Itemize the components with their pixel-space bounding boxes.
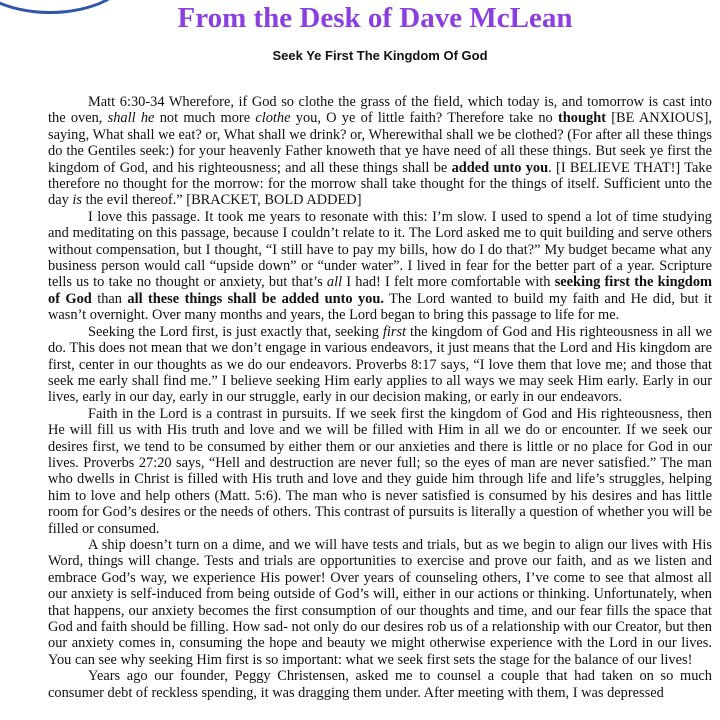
article-paragraph	[48, 668, 712, 701]
article-body	[48, 94, 712, 701]
page-title: From the Desk of Dave McLean	[177, 2, 573, 34]
article-subtitle: Seek Ye First The Kingdom Of God	[272, 48, 488, 63]
italic-text: shall he	[107, 110, 155, 127]
text-run: Years ago our founder, Peggy Christensen, asked me to counsel a couple that had taken on so much consumer debt of reckless spending, it was dragging them under. After meeting with them, I was depressed	[48, 668, 712, 701]
bold-text: seeking first the kingdom of God	[48, 274, 712, 307]
bold-text: added unto you	[451, 159, 549, 176]
text-run: Seeking the Lord first, is just exactly that, seeking	[88, 323, 383, 340]
bold-text: thought	[558, 110, 606, 127]
text-run: The Lord wanted to build my faith and He did, but it wasn’t overnight. Over many months and years, the Lord began to bring this passage to life for me.	[48, 290, 712, 324]
text-run: the evil thereof.” [BRACKET, BOLD ADDED]	[82, 192, 362, 209]
italic-text: first	[382, 323, 407, 340]
text-run: I had! I felt more comfortable with	[342, 274, 555, 291]
article-paragraph	[48, 209, 712, 324]
article-paragraph	[48, 406, 712, 537]
text-run: Matt 6:30-34 Wherefore, if God so clothe the grass of the field, which today is, and tomorrow is cast into the oven,	[48, 94, 712, 127]
text-run: . [I BELIEVE THAT!] Take therefore no thought for the morrow: for the morrow shall take thought for the things of itself. Sufficient unto the day	[48, 159, 713, 209]
article-paragraph	[48, 537, 712, 668]
text-run: [BE ANXIOUS], saying, What shall we eat? or, What shall we drink? or, Wherewithal shall we be clothed? (For after all these things do the Gentiles seek:) for your heavenly Father knoweth that ye have need of all these things. But seek ye first the kingdom of God, and his righteousness; and all these things shall be	[48, 110, 713, 176]
text-run: you, O ye of little faith? Therefore take no	[290, 110, 558, 127]
italic-text: all	[326, 274, 343, 291]
text-run: I love this passage. It took me years to resonate with this: I’m slow. I used to spend a lot of time studying and meditating on this passage, because I couldn’t relate to it. The Lord asked me to quit building and serve others without compensation, but I thought, “I still have to pay my bills, how do I do that?” My budget became what any business person would call “upside down” or “under water”. I lived in fear for the better part of a year. Scripture tells us to take no thought or anxiety, but that’s	[48, 208, 712, 291]
italic-text: clothe	[255, 110, 291, 127]
text-run: the kingdom of God and His righteousness in all we do. This does not mean that we don’t engage in various endeavors, it just means that the Lord and His kingdom are first, center in our thoughts as we do our endeavors. Proverbs 8:17 says, “I love them that love me; and those that seek me early shall find me.” I believe seeking Him early applies to all ways we may seek Him early. Early in our lives, early in our day, early in our struggle, early in our decision making, or early in our endeavors.	[48, 323, 712, 406]
text-run: A ship doesn’t turn on a dime, and we will have tests and trials, but as we begin to align our lives with His Word, things will change. Tests and trials are opportunities to exercise and prove our faith, and as we listen and embrace God’s way, we experience His power! Over years of counseling others, I’ve come to see that almost all our anxiety is self-induced from being outside of God’s will, either in our actions or thinking. Unfortunately, when that happens, our anxiety becomes the first consumption of our thoughts and time, and our fear fills the space that God and faith should be filling. How sad- not only do our desires rob us of a relationship with our Creator, but then our anxiety comes in, consuming the hope and beauty we might otherwise experience with the Lord in our lives. You can see why seeking Him first is so important: what we seek first sets the stage for the balance of our lives!	[48, 536, 712, 668]
article-paragraph	[48, 324, 712, 406]
italic-text: is	[72, 192, 82, 209]
text-run: not much more	[154, 110, 256, 127]
text-run: Faith in the Lord is a contrast in pursuits. If we seek first the kingdom of God and His righteousness, then He will fill us with His truth and love and we will be filled with Him in all we do or encounter. If we seek our desires first, we tend to be consumed by either them or our anxieties and there is little or no place for God in our lives. Proverbs 27:20 says, “Hell and destruction are never full; so the eyes of man are never satisfied.” The man who dwells in Christ is filled with His truth and love and they guide him through life and life’s struggles, helping him to love and help others (Matt. 5:6). The man who is never satisfied is consumed by his desires and has little room for God’s desires or the needs of others. This contrast of pursuits is literally a question of whether you will be filled or consumed.	[48, 405, 712, 537]
text-run: than	[91, 290, 128, 307]
bold-text: all these things shall be added unto you.	[127, 290, 384, 307]
article-paragraph	[48, 94, 712, 209]
